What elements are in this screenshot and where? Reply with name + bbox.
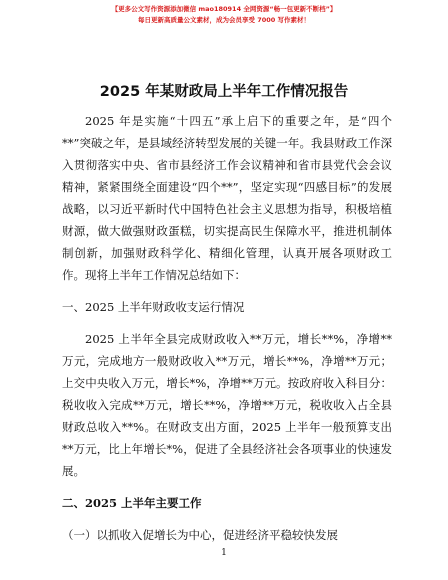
section-2-subheading-1: （一）以抓收入促增长为中心，促进经济平稳较快发展 bbox=[62, 528, 338, 542]
promo-banner bbox=[0, 4, 448, 26]
section-1-heading: 一、2025 上半年财政收支运行情况 bbox=[62, 300, 245, 314]
intro-paragraph: 2025 年是实施“十四五”承上启下的重要之年，是“四个**”突破之年，是县域经济转型发展的关键一年。我县财政工作深入贯彻落实中央、省市县经济工作会议精神和省市县党代会会议精神，紧紧围绕全面建设“四个**”，坚定实现“四感目标”的发展战略，以习近平新时代中国特色社会主义思想为指导，积极培植财源，做大做强财政蛋糕，切实提高民生保障水平，推进机制体制创新，加强财政科学化、精细化管理，认真开展各项财政工作。现将上半年工作情况总结如下： bbox=[62, 114, 392, 282]
section-2-heading: 二、2025 上半年主要工作 bbox=[62, 496, 202, 510]
page-number: 1 bbox=[221, 548, 227, 558]
promo-banner-line-1: 【更多公文写作资源添加微信 mao180914 全网资源“畅一包更新不断档”】 bbox=[111, 5, 337, 13]
section-1-paragraph: 2025 上半年全县完成财政收入**万元，增长**%，净增**万元，完成地方一般财政收入**万元，增长**%，净增**万元；上交中央收入万元，增长*%，净增**万元。按政府收入科目分：税收收入完成**万元，增长**%，净增**万元，税收收入占全县财政总收入**%。在财政支出方面，2025 上半年一般预算支出**万元，比上年增长*%，促进了全县经济社会各项事业的快速发展。 bbox=[62, 332, 392, 478]
promo-banner-line-2: 每日更新高质量公文素材，成为会员享受 7000 写作素材！ bbox=[137, 16, 311, 24]
document-body bbox=[62, 110, 392, 546]
document-title: 2025 年某财政局上半年工作情况报告 bbox=[99, 84, 349, 100]
